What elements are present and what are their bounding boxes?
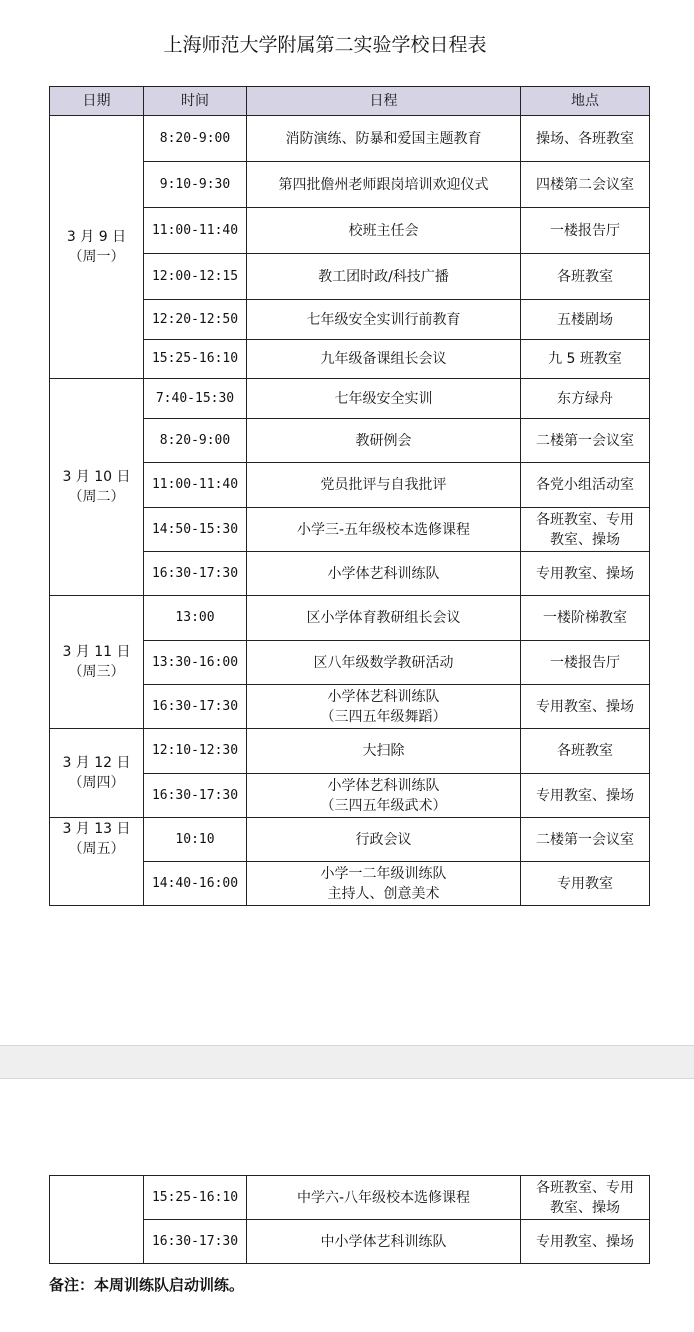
event-line: 主持人、创意美术: [327, 885, 440, 902]
time-cell: 12:10-12:30: [144, 729, 247, 774]
place-cell: 各党小组活动室: [521, 463, 650, 508]
event-cell: [247, 774, 521, 818]
header-row: [50, 87, 650, 116]
table-row: [50, 379, 650, 419]
time-cell: 8:20-9:00: [144, 116, 247, 162]
place-line: 各班教室、专用: [536, 511, 634, 528]
time-cell: 9:10-9:30: [144, 162, 247, 208]
event-cell: 小学体艺科训练队: [247, 552, 521, 596]
event-cell: 区小学体育教研组长会议: [247, 596, 521, 641]
date-cell: [50, 379, 144, 596]
event-cell: 七年级安全实训行前教育: [247, 300, 521, 340]
place-cell: 专用教室: [521, 862, 650, 906]
weekday-label: （周四）: [68, 775, 125, 791]
time-cell: 15:25-16:10: [144, 1176, 247, 1220]
time-cell: 16:30-17:30: [144, 552, 247, 596]
time-cell: 14:40-16:00: [144, 862, 247, 906]
place-cell: 专用教室、操场: [521, 1220, 650, 1264]
table-row: [50, 116, 650, 162]
time-cell: 15:25-16:10: [144, 340, 247, 379]
date-cell: [50, 596, 144, 729]
time-cell: 8:20-9:00: [144, 419, 247, 463]
time-cell: 16:30-17:30: [144, 1220, 247, 1264]
event-line: （三四五年级武术）: [320, 797, 447, 814]
time-cell: 13:30-16:00: [144, 641, 247, 685]
table-row: [50, 1176, 650, 1220]
event-cell: [247, 862, 521, 906]
weekday-label: （周三）: [68, 664, 125, 680]
table-row: [50, 818, 650, 862]
date-label: 3 月 11 日: [62, 644, 131, 660]
place-cell: 一楼阶梯教室: [521, 596, 650, 641]
page-break-divider: [0, 1045, 694, 1079]
event-line: 小学一二年级训练队: [320, 865, 447, 882]
date-label: 3 月 12 日: [62, 755, 131, 771]
time-cell: 12:20-12:50: [144, 300, 247, 340]
date-label: 3 月 13 日: [62, 821, 131, 837]
time-cell: 11:00-11:40: [144, 463, 247, 508]
event-cell: 中学六-八年级校本选修课程: [247, 1176, 521, 1220]
place-cell: 专用教室、操场: [521, 552, 650, 596]
date-label: 3 月 9 日: [66, 229, 127, 245]
place-cell: 五楼剧场: [521, 300, 650, 340]
place-cell: 东方绿舟: [521, 379, 650, 419]
event-cell: 教工团时政/科技广播: [247, 254, 521, 300]
event-cell: [247, 685, 521, 729]
date-label: 3 月 10 日: [62, 469, 131, 485]
place-cell: 各班教室: [521, 729, 650, 774]
event-cell: 行政会议: [247, 818, 521, 862]
weekday-label: （周二）: [68, 489, 125, 505]
place-cell: 九 5 班教室: [521, 340, 650, 379]
place-cell: 一楼报告厅: [521, 641, 650, 685]
place-line: 教室、操场: [550, 1199, 620, 1216]
date-cell-empty: [50, 1176, 144, 1264]
time-cell: 7:40-15:30: [144, 379, 247, 419]
header-date: 日期: [50, 87, 144, 116]
event-cell: 中小学体艺科训练队: [247, 1220, 521, 1264]
place-cell: [521, 508, 650, 552]
header-place: 地点: [521, 87, 650, 116]
weekday-label: （周一）: [68, 249, 125, 265]
place-cell: [521, 1176, 650, 1220]
time-cell: 12:00-12:15: [144, 254, 247, 300]
place-line: 教室、操场: [550, 531, 620, 548]
event-cell: 第四批儋州老师跟岗培训欢迎仪式: [247, 162, 521, 208]
event-cell: 党员批评与自我批评: [247, 463, 521, 508]
place-cell: 操场、各班教室: [521, 116, 650, 162]
place-cell: 专用教室、操场: [521, 685, 650, 729]
schedule-table-continued: [49, 1175, 650, 1264]
time-cell: 16:30-17:30: [144, 685, 247, 729]
table-row: [50, 596, 650, 641]
time-cell: 16:30-17:30: [144, 774, 247, 818]
event-cell: 消防演练、防暴和爱国主题教育: [247, 116, 521, 162]
place-cell: 专用教室、操场: [521, 774, 650, 818]
time-cell: 14:50-15:30: [144, 508, 247, 552]
place-cell: 一楼报告厅: [521, 208, 650, 254]
event-cell: 教研例会: [247, 419, 521, 463]
event-line: （三四五年级舞蹈）: [320, 708, 447, 725]
event-cell: 区八年级数学教研活动: [247, 641, 521, 685]
date-cell: [50, 729, 144, 818]
date-cell: [50, 818, 144, 906]
event-cell: 七年级安全实训: [247, 379, 521, 419]
event-cell: 校班主任会: [247, 208, 521, 254]
footnote: 备注：本周训练队启动训练。: [49, 1276, 245, 1294]
event-line: 小学体艺科训练队: [327, 688, 440, 705]
place-cell: 四楼第二会议室: [521, 162, 650, 208]
schedule-table: [49, 86, 650, 906]
time-cell: 11:00-11:40: [144, 208, 247, 254]
place-cell: 各班教室: [521, 254, 650, 300]
event-line: 小学体艺科训练队: [327, 777, 440, 794]
weekday-label: （周五）: [68, 841, 125, 857]
event-cell: 九年级备课组长会议: [247, 340, 521, 379]
header-event: 日程: [247, 87, 521, 116]
table-row: [50, 729, 650, 774]
event-cell: 小学三-五年级校本选修课程: [247, 508, 521, 552]
time-cell: 10:10: [144, 818, 247, 862]
time-cell: 13:00: [144, 596, 247, 641]
place-cell: 二楼第一会议室: [521, 818, 650, 862]
place-cell: 二楼第一会议室: [521, 419, 650, 463]
header-time: 时间: [144, 87, 247, 116]
date-cell: [50, 116, 144, 379]
page-title: 上海师范大学附属第二实验学校日程表: [163, 34, 487, 56]
place-line: 各班教室、专用: [536, 1179, 634, 1196]
event-cell: 大扫除: [247, 729, 521, 774]
